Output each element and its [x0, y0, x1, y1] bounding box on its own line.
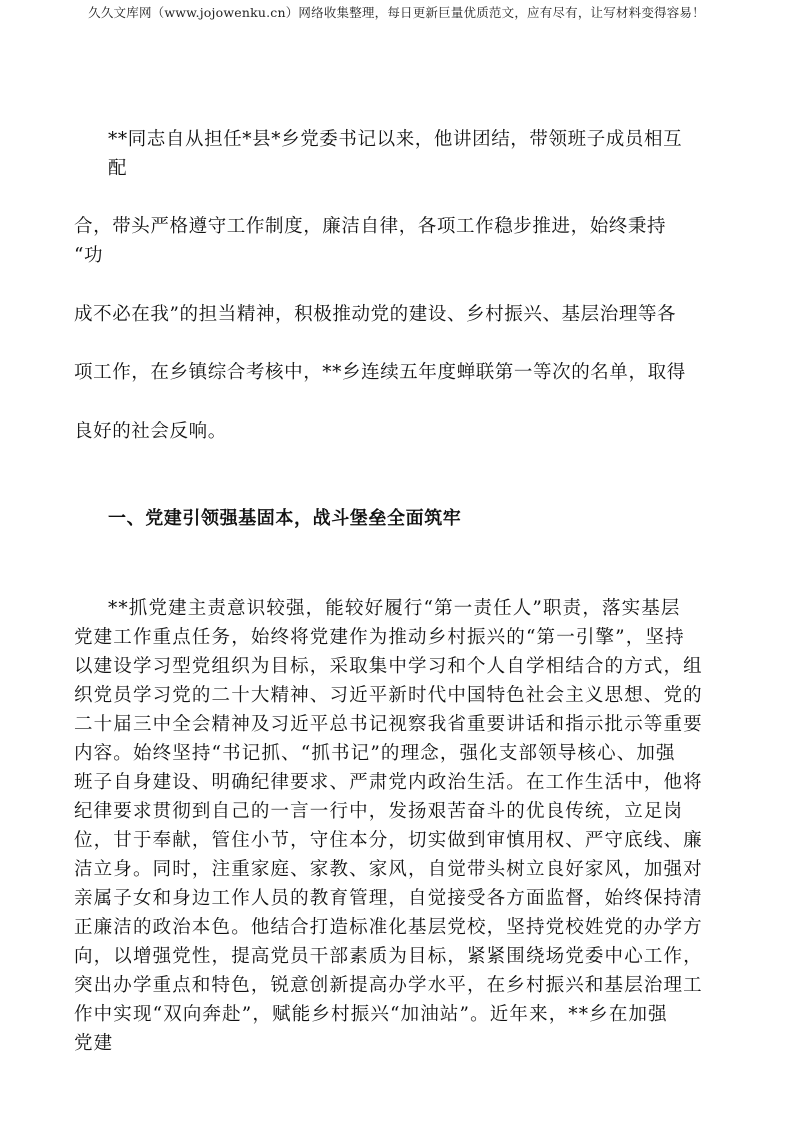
text-line: 亲属子女和身边工作人员的教育管理，自觉接受各方面监督，始终保持清	[74, 888, 703, 909]
text-line: 内容。始终坚持“书记抓、“抓书记”的理念，强化支部领导核心、加强	[74, 743, 676, 764]
text-line: 成不必在我”的担当精神，积极推动党的建设、乡村振兴、基层治理等各	[74, 304, 677, 325]
text-line: 以建设学习型党组织为目标，采取集中学习和个人自学相结合的方式，组	[74, 656, 703, 677]
text-line: 洁立身。同时，注重家庭、家教、家风，自觉带头树立良好家风，加强对	[74, 859, 703, 880]
text-line: 作中实现“双向奔赴”，赋能乡村振兴“加油站”。近年来，**乡在加强	[74, 1004, 668, 1025]
text-line: 纪律要求贯彻到自己的一言一行中，发扬艰苦奋斗的优良传统，立足岗	[74, 801, 684, 822]
text-line: 二十届三中全会精神及习近平总书记视察我省重要讲话和指示批示等重要	[74, 714, 703, 735]
text-line: 向，以增强党性，提高党员干部素质为目标，紧紧围绕场党委中心工作，	[74, 946, 703, 967]
text-line: 良好的社会反响。	[74, 421, 227, 442]
text-line: 织党员学习党的二十大精神、习近平新时代中国特色社会主义思想、党的	[74, 685, 703, 706]
text-line: 班子自身建设、明确纪律要求、严肃党内政治生活。在工作生活中，他将	[74, 772, 703, 793]
text-line: 合，带头严格遵守工作制度，廉洁自律，各项工作稳步推进，始终秉持	[74, 216, 667, 237]
site-banner: 久久文库网（www.jojowenku.cn）网络收集整理，每日更新巨量优质范文，应有尽有，让写材料变得容易！	[88, 5, 705, 20]
text-line: 突出办学重点和特色，锐意创新提高办学水平，在乡村振兴和基层治理工	[74, 975, 703, 996]
text-line: 党建	[74, 1033, 114, 1054]
text-line: **抓党建主责意识较强，能较好履行“第一责任人”职责，落实基层	[108, 598, 681, 619]
text-line: “功	[74, 245, 104, 266]
text-line: 配	[108, 158, 128, 179]
text-line: 党建工作重点任务，始终将党建作为推动乡村振兴的“第一引擎”，坚持	[74, 627, 685, 648]
text-line: 正廉洁的政治本色。他结合打造标准化基层党校，坚持党校姓党的办学方	[74, 917, 703, 938]
text-line: 项工作，在乡镇综合考核中，**乡连续五年度蝉联第一等次的名单，取得	[74, 362, 686, 383]
text-line: **同志自从担任*县*乡党委书记以来，他讲团结，带领班子成员相互	[108, 129, 683, 150]
section-heading: 一、党建引领强基固本，战斗堡垒全面筑牢	[108, 508, 462, 529]
text-line: 位，甘于奉献，管住小节，守住本分，切实做到审慎用权、严守底线、廉	[74, 830, 703, 851]
